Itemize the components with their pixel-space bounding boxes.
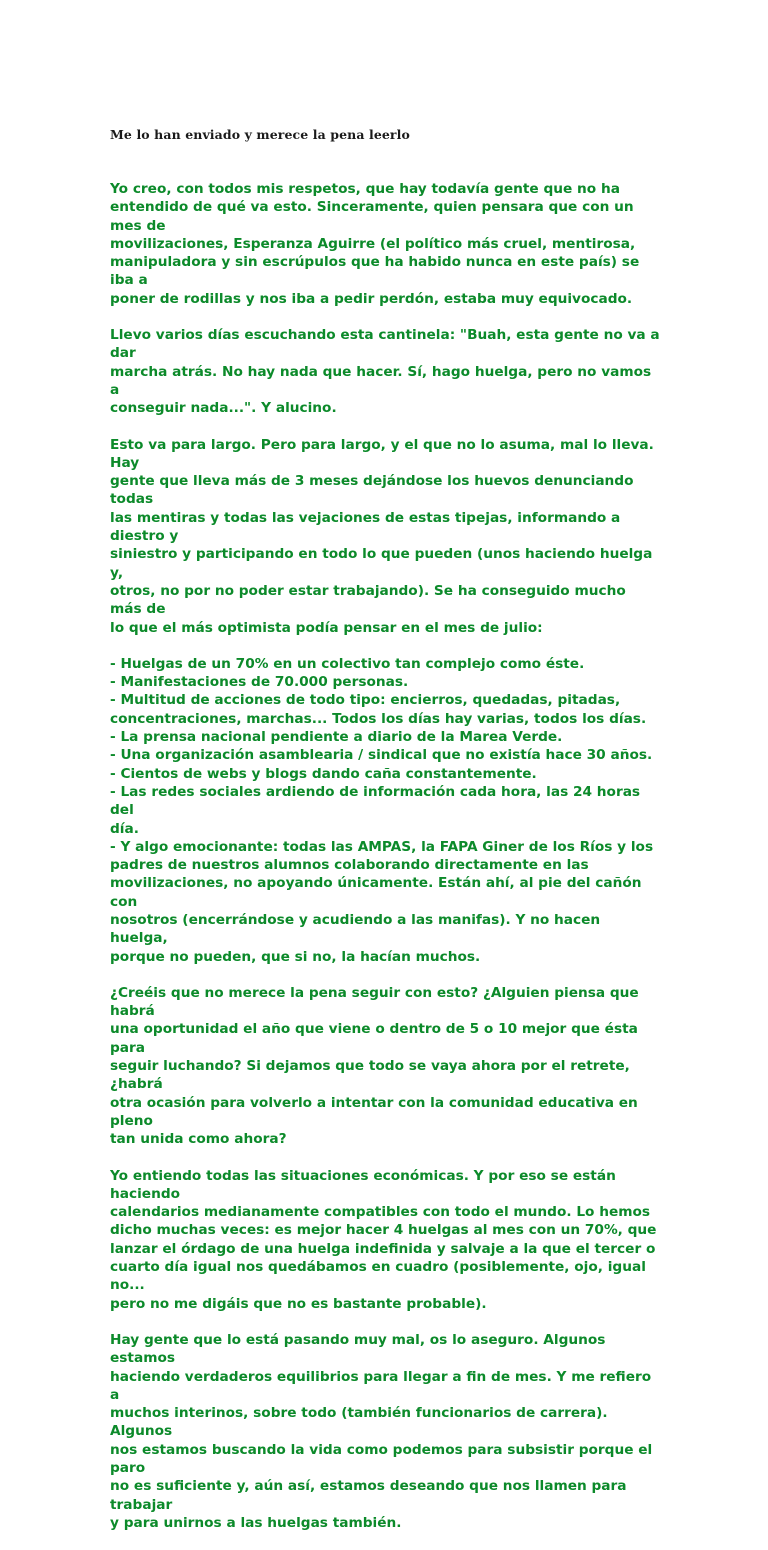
bullet-list: - Huelgas de un 70% en un colectivo tan complejo como éste. - Manifestaciones de 70.000 personas. - Multitud de acciones de todo tipo: encierros, quedadas, pitadas, concentraciones, marchas... Todos los días hay varias, todos los días. - La prensa nacional pendiente a diario de la Marea Verde. - Una organización asamblearia / sindical que no existía hace 30 años. - Cientos de webs y blogs dando caña constantemente. - Las redes sociales ardiendo de información cada hora, las 24 horas del día. - Y algo emocionante: todas las AMPAS, la FAPA Giner de los Ríos y los padres de nuestros alumnos colaborando directamente en las movilizaciones, no apoyando únicamente. Están ahí, al pie del cañón con nosotros (encerrándose y acudiendo a las manifas). Y no hacen huelga, porque no pueden, que si no, la hacían muchos.	[110, 655, 654, 965]
paragraph: ¿Creéis que no merece la pena seguir con esto? ¿Alguien piensa que habrá una oportunidad el año que viene o dentro de 5 o 10 mejor que ésta para seguir luchando? Si dejamos que todo se vaya ahora por el retrete, ¿habrá otra ocasión para volverlo a intentar con la comunidad educativa en pleno tan unida como ahora?	[110, 984, 639, 1148]
paragraph: Yo creo, con todos mis respetos, que hay todavía gente que no ha entendido de qué va esto. Sinceramente, quien pensara que con un mes de movilizaciones, Esperanza Aguirre (el político más cruel, mentirosa, manipuladora y sin escrúpulos que ha habido nunca en este país) se iba a poner de rodillas y nos iba a pedir perdón, estaba muy equivocado.	[110, 181, 640, 307]
document-page	[110, 127, 662, 1550]
paragraph: Yo entiendo todas las situaciones económicas. Y por eso se están haciendo calendarios medianamente compatibles con todo el mundo. Lo hemos dicho muchas veces: es mejor hacer 4 huelgas al mes con un 70%, que lanzar el órdago de una huelga indefinida y salvaje a la que el tercer o cuarto día igual nos quedábamos en cuadro (posiblemente, ojo, igual no... pero no me digáis que no es bastante probable).	[110, 1167, 657, 1312]
paragraph: Hay gente que lo está pasando muy mal, os lo aseguro. Algunos estamos haciendo verdaderos equilibrios para llegar a fin de mes. Y me refiero a muchos interinos, sobre todo (también funcionarios de carrera). Algunos nos estamos buscando la vida como podemos para subsistir porque el paro no es suficiente y, aún así, estamos deseando que nos llamen para trabajar y para unirnos a las huelgas también.	[110, 1331, 653, 1531]
document-heading: Me lo han enviado y merece la pena leerlo	[110, 127, 410, 142]
paragraph: Esto va para largo. Pero para largo, y el que no lo asuma, mal lo lleva. Hay gente que lleva más de 3 meses dejándose los huevos denunciando todas las mentiras y todas las vejaciones de estas tipejas, informando a diestro y siniestro y participando en todo lo que pueden (unos haciendo huelga y, otros, no por no poder estar trabajando). Se ha conseguido mucho más de lo que el más optimista podía pensar en el mes de julio:	[110, 436, 654, 636]
paragraph: Llevo varios días escuchando esta cantinela: "Buah, esta gente no va a dar marcha atrás. No hay nada que hacer. Sí, hago huelga, pero no vamos a conseguir nada...". Y alucino.	[110, 327, 660, 417]
